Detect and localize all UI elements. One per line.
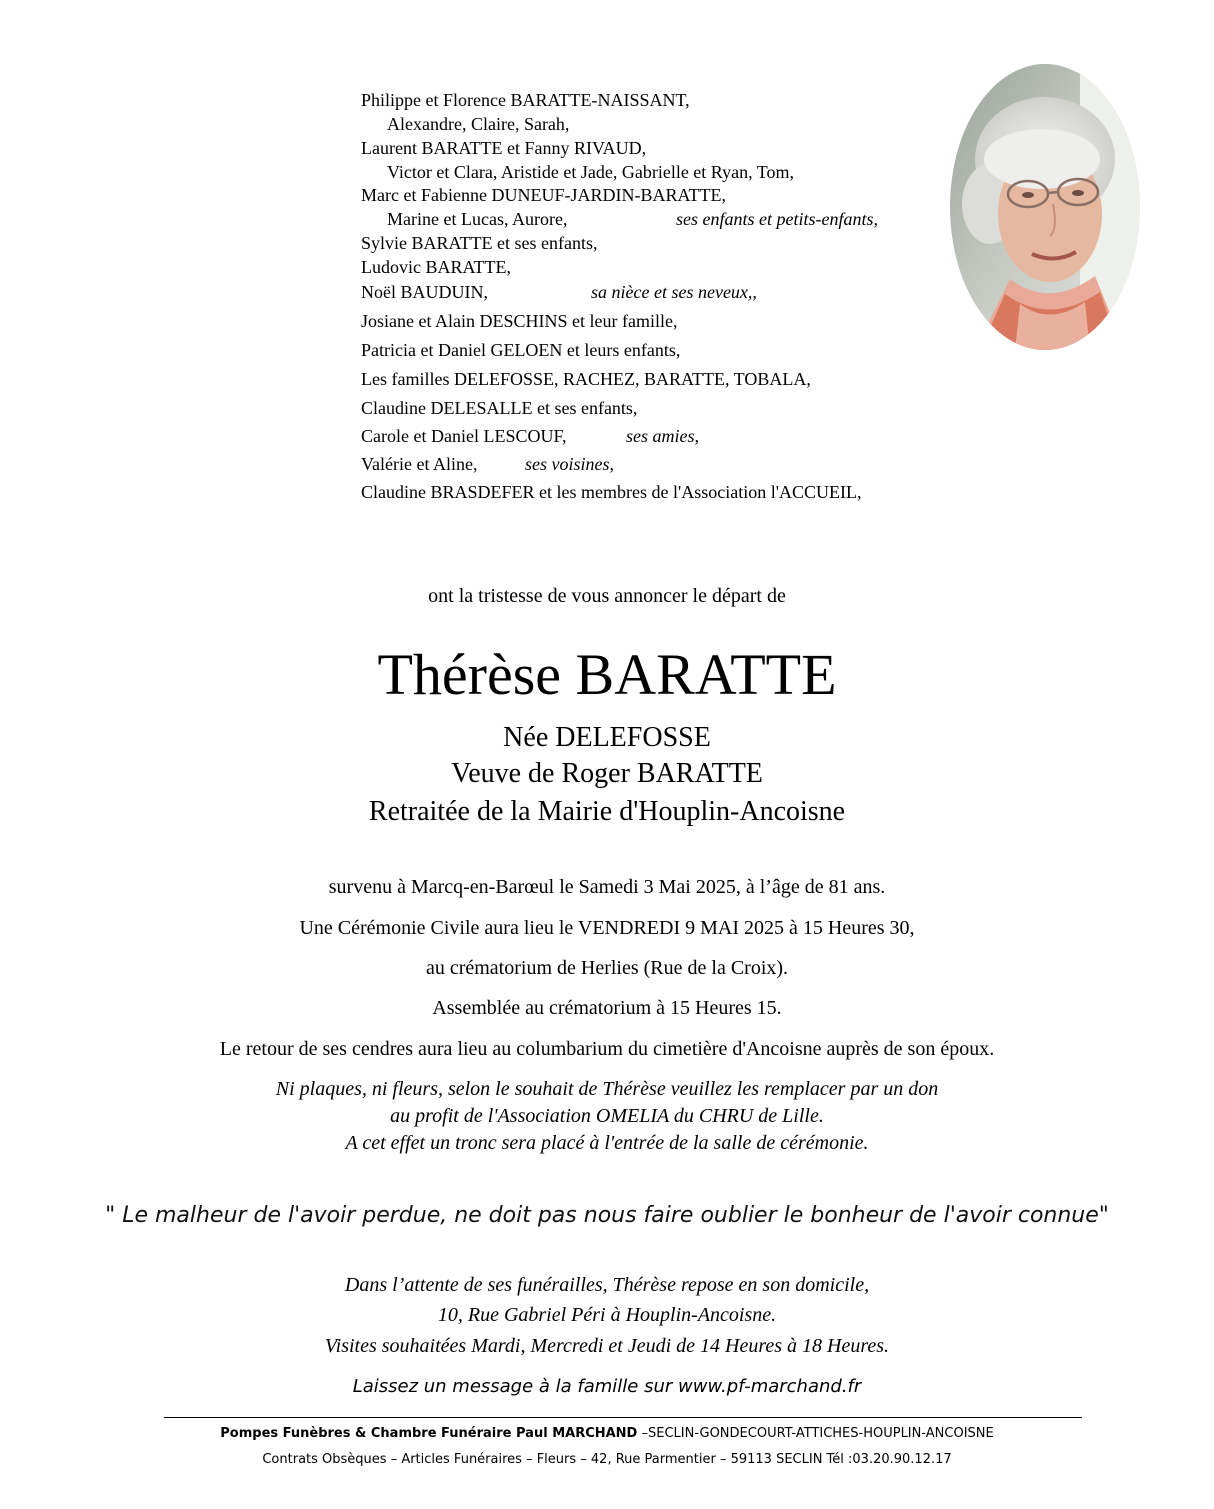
company-name: Pompes Funèbres & Chambre Funéraire Paul MARCHAND xyxy=(220,1426,638,1441)
rest-info-line: Dans l’attente de ses funérailles, Thérèse repose en son domicile, xyxy=(344,1274,870,1296)
memorial-quote: " Le malheur de l'avoir perdue, ne doit pas nous faire oublier le bonheur de l'avoir connue" xyxy=(105,1203,1109,1228)
donation-line: au profit de l'Association OMELIA du CHRU de Lille. xyxy=(390,1105,824,1127)
relation-note: ses amies, xyxy=(626,426,699,446)
relation-note: ses voisines, xyxy=(525,454,614,474)
detail-line: survenu à Marcq-en-Barœul le Samedi 3 Mai 2025, à l’âge de 81 ans. xyxy=(328,876,886,898)
widow-of: Veuve de Roger BARATTE xyxy=(451,758,763,789)
family-line: Alexandre, Claire, Sarah, xyxy=(387,114,570,134)
detail-line: Assemblée au crématorium à 15 Heures 15. xyxy=(432,997,782,1019)
family-line: Laurent BARATTE et Fanny RIVAUD, xyxy=(361,138,647,158)
occupation: Retraitée de la Mairie d'Houplin-Ancoisne xyxy=(368,796,846,827)
donation-line: A cet effet un tronc sera placé à l'entrée de la salle de cérémonie. xyxy=(345,1132,869,1154)
web-message: Laissez un message à la famille sur www.pf-marchand.fr xyxy=(352,1376,862,1397)
family-line: Sylvie BARATTE et ses enfants, xyxy=(361,233,598,253)
maiden-name: Née DELEFOSSE xyxy=(503,722,711,753)
detail-line: Une Cérémonie Civile aura lieu le VENDREDI 9 MAI 2025 à 15 Heures 30, xyxy=(299,917,915,939)
footer-services: Contrats Obsèques – Articles Funéraires – Fleurs – 42, Rue Parmentier – 59113 SECLIN Tél :03.20.90.12.17 xyxy=(262,1452,952,1467)
family-line: Claudine DELESALLE et ses enfants, xyxy=(361,398,638,418)
company-locations: –SECLIN-GONDECOURT-ATTICHES-HOUPLIN-ANCOISNE xyxy=(637,1426,994,1441)
footer-divider xyxy=(164,1417,1082,1418)
family-line: Les familles DELEFOSSE, RACHEZ, BARATTE, TOBALA, xyxy=(361,369,811,389)
family-line: Marc et Fabienne DUNEUF-JARDIN-BARATTE, xyxy=(361,185,726,205)
detail-line: Le retour de ses cendres aura lieu au columbarium du cimetière d'Ancoisne auprès de son époux. xyxy=(219,1038,995,1060)
relation-note: ses enfants et petits-enfants, xyxy=(676,209,878,229)
family-line: Patricia et Daniel GELOEN et leurs enfants, xyxy=(361,340,681,360)
family-line: Victor et Clara, Aristide et Jade, Gabrielle et Ryan, Tom, xyxy=(387,162,794,182)
family-line: Josiane et Alain DESCHINS et leur famille, xyxy=(361,311,678,331)
portrait-photo xyxy=(950,64,1140,350)
family-line: Noël BAUDUIN, sa nièce et ses neveux,, xyxy=(361,282,757,302)
family-line: Ludovic BARATTE, xyxy=(361,257,511,277)
family-line: Valérie et Aline, ses voisines, xyxy=(361,454,614,474)
rest-info-line: 10, Rue Gabriel Péri à Houplin-Ancoisne. xyxy=(437,1304,777,1326)
rest-info-line: Visites souhaitées Mardi, Mercredi et Jeudi de 14 Heures à 18 Heures. xyxy=(324,1335,890,1357)
deceased-name: Thérèse BARATTE xyxy=(377,642,837,707)
footer-company-line xyxy=(0,1426,1214,1441)
family-line: Claudine BRASDEFER et les membres de l'Association l'ACCUEIL, xyxy=(361,482,862,502)
family-line: Marine et Lucas, Aurore, ses enfants et petits-enfants, xyxy=(387,209,878,229)
donation-line: Ni plaques, ni fleurs, selon le souhait de Thérèse veuillez les remplacer par un don xyxy=(275,1078,939,1100)
detail-line: au crématorium de Herlies (Rue de la Croix). xyxy=(425,957,789,979)
relation-note: sa nièce et ses neveux,, xyxy=(591,282,757,302)
family-line: Carole et Daniel LESCOUF, ses amies, xyxy=(361,426,699,446)
family-line: Philippe et Florence BARATTE-NAISSANT, xyxy=(361,90,690,110)
announcement: ont la tristesse de vous annoncer le départ de xyxy=(428,585,786,607)
